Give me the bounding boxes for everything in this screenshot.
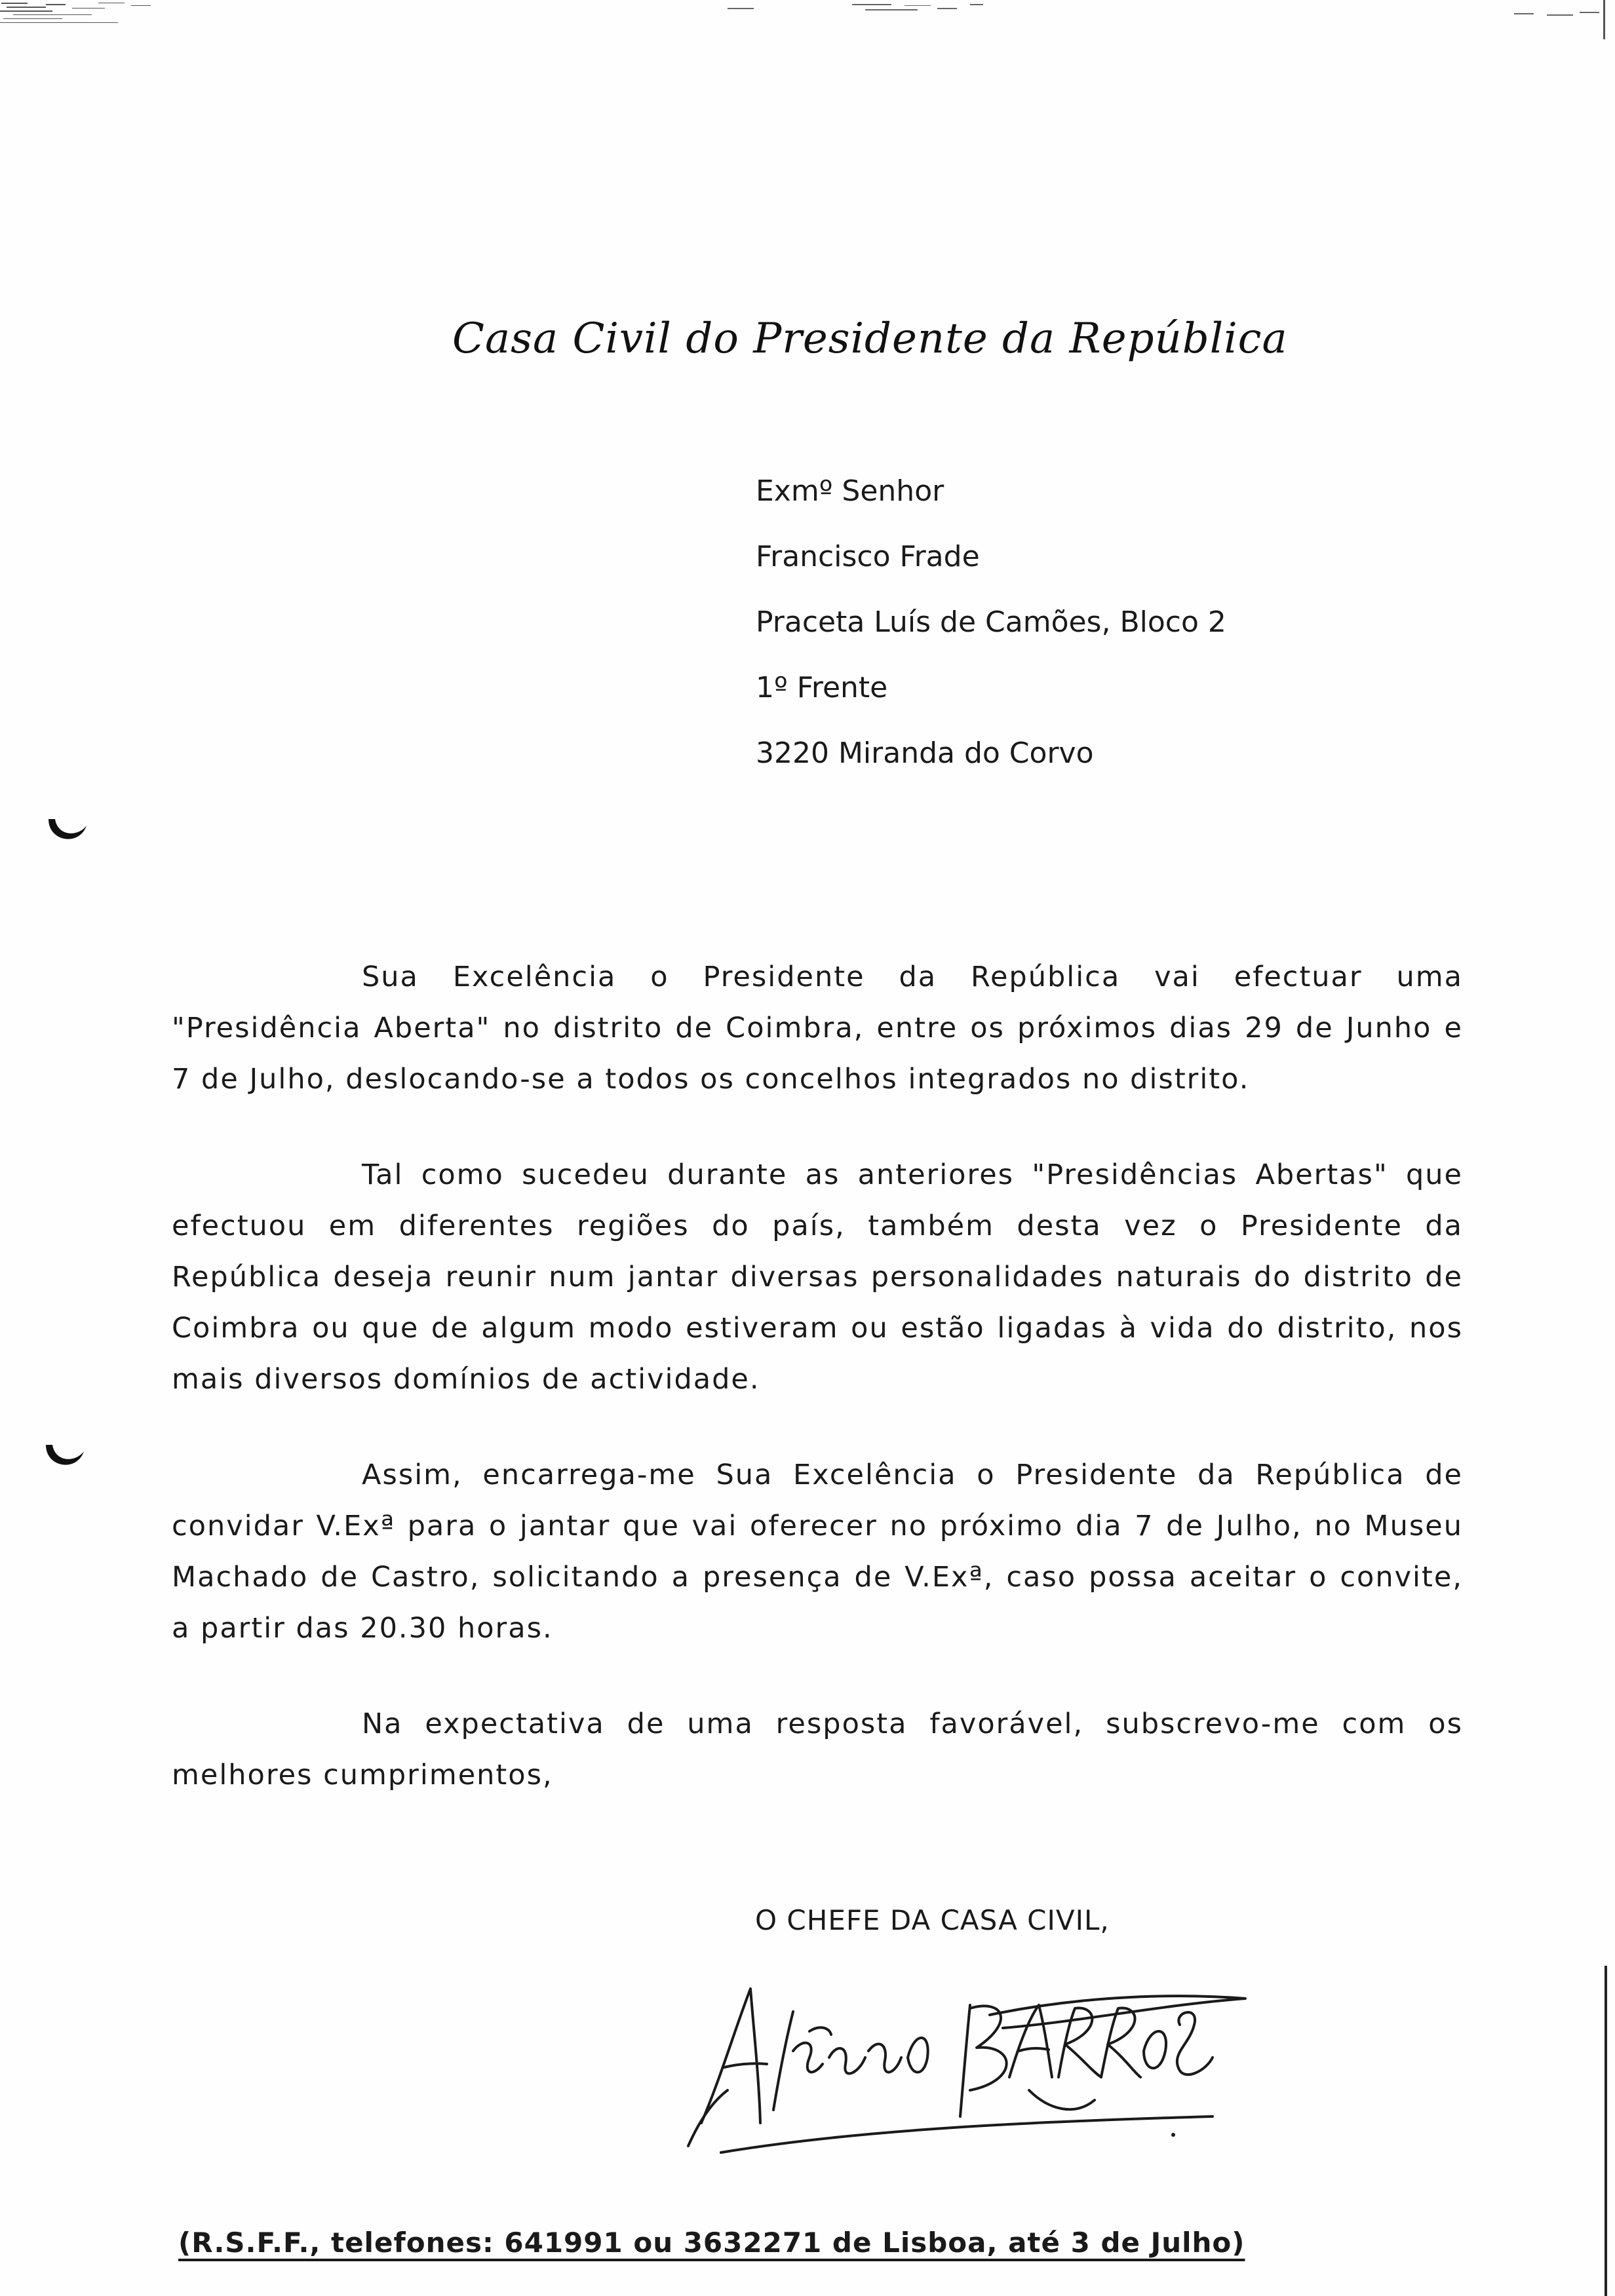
signoff-title: O CHEFE DA CASA CIVIL, [755, 1904, 1110, 1936]
body-paragraph: Assim, encarrega-me Sua Excelência o Presidente da República de convidar V.Exª para o jantar que vai oferecer no próximo dia 7 de Julho, no Museu Machado de Castro, solicitando a presença de V.Exª, caso possa aceitar o convite, a partir das 20.30 horas. [172, 1459, 1463, 1645]
scan-edge-line-top [1603, 0, 1605, 39]
recipient-name: Francisco Frade [756, 540, 980, 573]
punch-hole-top [43, 806, 89, 852]
body-paragraph: Na expectativa de uma resposta favorável, subscrevo-me com os melhores cumprimentos, [172, 1708, 1463, 1791]
scan-edge-line-bottom [1605, 1966, 1607, 2296]
recipient-address [756, 459, 1226, 786]
scan-noise-left [0, 0, 210, 26]
scan-noise-middle [721, 0, 996, 26]
letterhead-title: Casa Civil do Presidente da República [452, 315, 1288, 363]
body-paragraph: Tal como sucedeu durante as anteriores "Presidências Abertas" que efectuou em diferentes regiões do país, também desta vez o Presidente da República deseja reunir num jantar diversas personalidades naturais do distrito de Coimbra ou que de algum modo estiveram ou estão ligadas à vida do distrito, nos mais diversos domínios de actividade. [172, 1158, 1463, 1396]
punch-hole-bottom [41, 1432, 87, 1478]
recipient-street: Praceta Luís de Camões, Bloco 2 [756, 605, 1226, 639]
recipient-floor: 1º Frente [756, 671, 888, 704]
footer-contact-note: (R.S.F.F., telefones: 641991 ou 3632271 de Lisboa, até 3 de Julho) [178, 2227, 1245, 2259]
recipient-city: 3220 Miranda do Corvo [756, 737, 1094, 770]
letter-body [172, 951, 1463, 1845]
scan-noise-right [1508, 0, 1606, 26]
handwritten-signature [662, 1959, 1252, 2156]
recipient-salutation: Exmº Senhor [756, 474, 944, 508]
body-paragraph: Sua Excelência o Presidente da República vai efectuar uma "Presidência Aberta" no distrito de Coimbra, entre os próximos dias 29 de Junho e 7 de Julho, deslocando-se a todos os concelhos integrados no distrito. [172, 961, 1463, 1096]
